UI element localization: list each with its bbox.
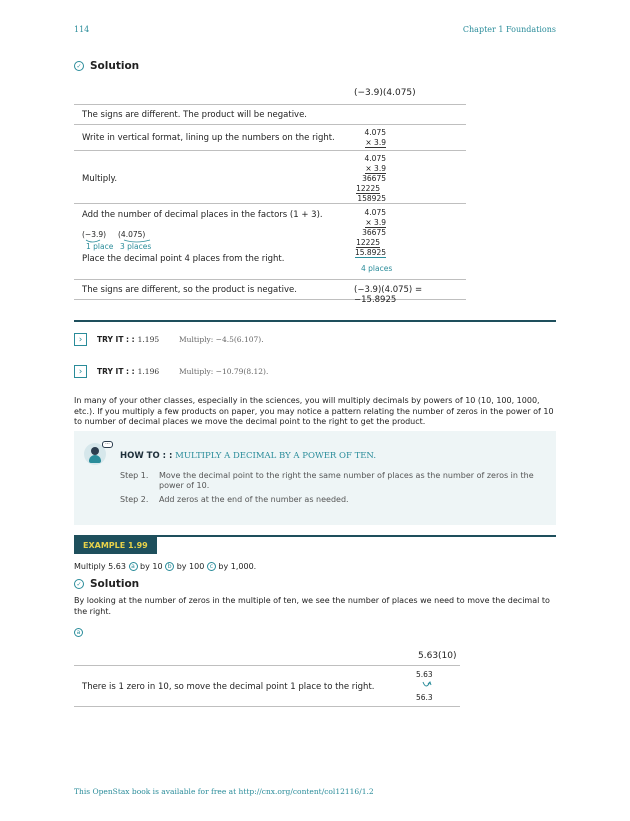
footer-link[interactable]: This OpenStax book is available for free at http://cnx.org/content/col12116/1.2 [74, 787, 374, 796]
try-it-number: 1.196 [137, 367, 160, 376]
places-b: 3 places [120, 242, 152, 251]
section-divider [74, 320, 556, 322]
decimal-move-arrow-icon [420, 680, 434, 692]
part-a-label [74, 622, 83, 641]
factor-a: (−3.9) [82, 230, 107, 239]
solution-heading [74, 60, 139, 72]
try-it-problem: Multiply: −4.5(6.107). [179, 335, 264, 344]
part-a-marker: a [129, 562, 138, 571]
vertical-work: 4.075 × 3.9 36675 12225 15.8925 [354, 208, 386, 257]
before-value: 5.63 [416, 670, 433, 679]
try-it-label: TRY IT : : [97, 367, 135, 376]
how-to-box [74, 431, 556, 525]
table-expression: 5.63(10) [418, 651, 457, 661]
example-problem: Multiply 5.63 a by 10 b by 100 c by 1,000. [74, 562, 257, 571]
step-label: Step 1. [120, 471, 149, 480]
check-icon: ✓ [74, 61, 84, 71]
solution-table [74, 651, 460, 707]
table-row [74, 150, 466, 203]
vertical-work: 4.075 × 3.9 36675 12225 158925 [356, 154, 386, 203]
table-row [74, 665, 460, 707]
example-label: EXAMPLE 1.99 [74, 537, 157, 554]
try-it-number: 1.195 [137, 335, 160, 344]
try-it-problem: Multiply: −10.79(8.12). [179, 367, 269, 376]
step-text: Add the number of decimal places in the factors (1 + 3). [82, 210, 323, 220]
part-b-marker: b [165, 562, 174, 571]
factor-b: (4.075) [118, 230, 146, 239]
table-expression: (−3.9)(4.075) [354, 88, 416, 98]
try-it-1[interactable] [74, 333, 264, 346]
part-c-marker: c [207, 562, 216, 571]
solution-label: Solution [90, 578, 140, 590]
step-label: Step 2. [120, 495, 149, 504]
page-number: 114 [74, 25, 90, 34]
try-it-2[interactable] [74, 365, 269, 378]
solution-table [74, 88, 466, 305]
try-it-label: TRY IT : : [97, 335, 135, 344]
body-paragraph: In many of your other classes, especially in the sciences, you will multiply decimals by powers of 10 (10, 100, 1000, etc.). If you multiply a few products on paper, you may notice a pattern relating the number of zeros in the power of 10 to number of decimal places we move the decimal point to the right to get the product. [74, 396, 554, 426]
example-banner [74, 535, 556, 553]
table-row [74, 124, 466, 150]
table-row [74, 279, 466, 305]
places-note: 4 places [361, 264, 393, 273]
step-text: The signs are different, so the product is negative. [82, 285, 297, 295]
step-text: Write in vertical format, lining up the numbers on the right. [82, 133, 335, 143]
check-icon: ✓ [74, 579, 84, 589]
step-text: Place the decimal point 4 places from the right. [82, 254, 285, 264]
speech-bubble-icon: ··· [102, 441, 113, 448]
final-result: (−3.9)(4.075) = −15.8925 [354, 285, 423, 305]
solution-label: Solution [90, 60, 140, 72]
step-text: The signs are different. The product will be negative. [82, 110, 308, 120]
table-row [74, 104, 466, 124]
chapter-title: Chapter 1 Foundations [462, 25, 556, 34]
step-text: Add zeros at the end of the number as needed. [159, 495, 349, 504]
table-row [74, 203, 466, 273]
part-a-marker: a [74, 628, 83, 637]
step-text: Multiply. [82, 174, 118, 184]
vertical-work: 4.075 × 3.9 [364, 128, 386, 147]
how-to-title: HOW TO : : MULTIPLY A DECIMAL BY A POWER OF TEN. [120, 451, 377, 461]
chevron-right-icon[interactable]: › [74, 333, 87, 346]
step-text: Move the decimal point to the right the same number of places as the number of zeros in the power of 10. [159, 471, 534, 490]
after-value: 56.3 [416, 693, 433, 702]
places-a: 1 place [86, 242, 114, 251]
solution-heading [74, 578, 139, 590]
chevron-right-icon[interactable]: › [74, 365, 87, 378]
solution-text: By looking at the number of zeros in the multiple of ten, we see the number of places we need to move the decimal to the right. [74, 596, 550, 616]
places-brace-icon [84, 239, 164, 245]
step-text: There is 1 zero in 10, so move the decimal point 1 place to the right. [82, 682, 375, 692]
